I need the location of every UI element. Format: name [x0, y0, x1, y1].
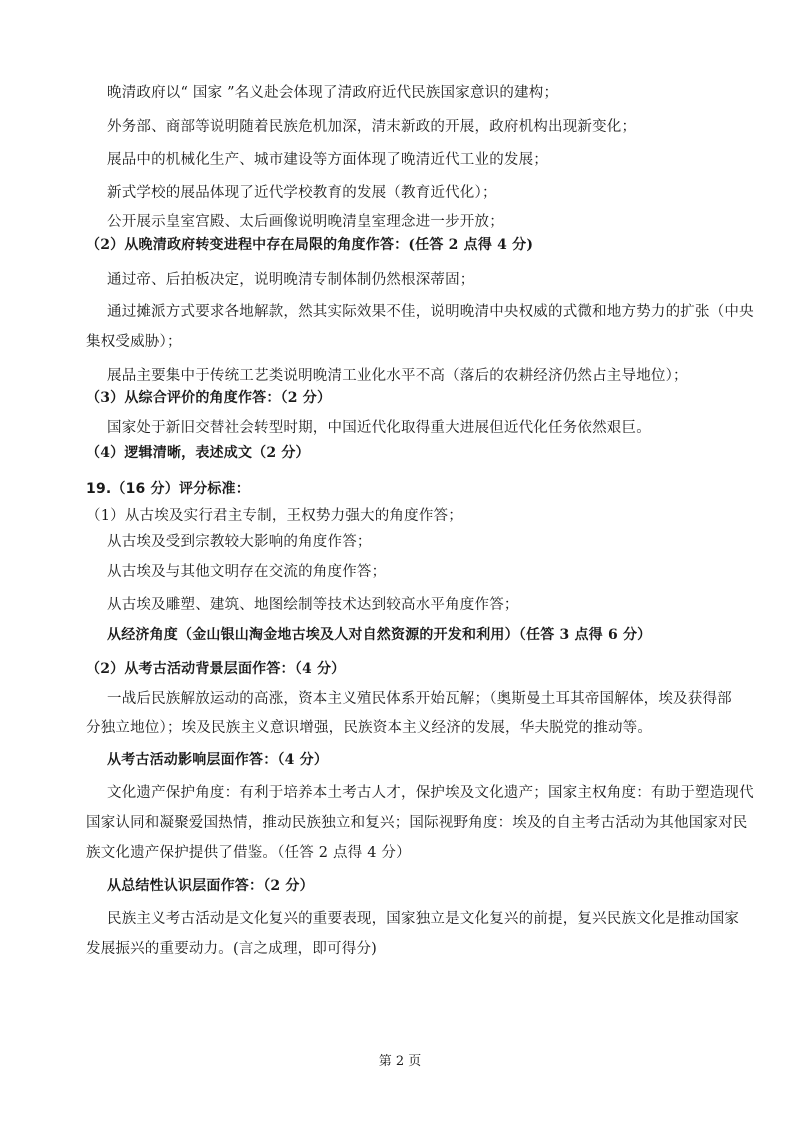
answer-line-4: 新式学校的展品体现了近代学校教育的发展（教育近代化）；: [107, 185, 497, 201]
q19-line-3: 从古埃及与其他文明存在交流的角度作答；: [107, 564, 387, 580]
q19-sub-heading-2: （2）从考古活动背景层面作答：（4 分）: [86, 661, 346, 677]
q19-sub-heading-4: 从总结性认识层面作答：（2 分）: [107, 878, 314, 894]
q19-line-8-cont: 发展振兴的重要动力。(言之成理，即可得分): [86, 941, 378, 957]
sub-heading-4: （4）逻辑清晰，表述成文（2 分）: [86, 445, 310, 461]
answer-line-3: 展品中的机械化生产、城市建设等方面体现了晚清近代工业的发展；: [107, 152, 548, 168]
q19-line-8: 民族主义考古活动是文化复兴的重要表现，国家独立是文化复兴的前提，复兴民族文化是推动国家: [107, 911, 740, 927]
q19-line-4: 从古埃及雕塑、建筑、地图绘制等技术达到较高水平角度作答；: [107, 597, 519, 613]
page-number: 第 2 页: [378, 1054, 422, 1069]
q19-line-1: （1）从古埃及实行君主专制，王权势力强大的角度作答；: [86, 508, 463, 524]
question-19-heading: 19.（16 分）评分标准：: [86, 481, 250, 497]
q19-line-6: 一战后民族解放运动的高涨，资本主义殖民体系开始瓦解；（奥斯曼土耳其帝国解体，埃及获得部: [107, 691, 732, 707]
answer-line-7: 通过摊派方式要求各地解款，然其实际效果不佳，说明晚清中央权威的式微和地方势力的扩张（中央: [107, 304, 754, 320]
q19-line-5: 从经济角度（金山银山淘金地古埃及人对自然资源的开发和利用）（任答 3 点得 6 分）: [107, 627, 652, 643]
answer-line-2: 外务部、商部等说明随着民族危机加深，清末新政的开展，政府机构出现新变化；: [107, 119, 637, 135]
sub-heading-2: （2）从晚清政府转变进程中存在局限的角度作答：(任答 2 点得 4 分): [86, 237, 534, 253]
sub-heading-3: （3）从综合评价的角度作答：（2 分）: [86, 390, 332, 406]
q19-line-7: 文化遗产保护角度：有利于培养本土考古人才，保护埃及文化遗产；国家主权角度：有助于塑造现代: [107, 785, 754, 801]
answer-line-9: 国家处于新旧交替社会转型时期，中国近代化取得重大进展但近代化任务依然艰巨。: [107, 420, 651, 436]
answer-line-8: 展品主要集中于传统工艺类说明晚清工业化水平不高（落后的农耕经济仍然占主导地位）；: [107, 368, 688, 384]
q19-line-6-cont: 分独立地位）；埃及民族主义意识增强，民族资本主义经济的发展，华夫脱党的推动等。: [86, 720, 653, 736]
q19-line-2: 从古埃及受到宗教较大影响的角度作答；: [107, 534, 372, 550]
q19-line-7-cont-1: 国家认同和凝聚爱国热情，推动民族独立和复兴；国际视野角度：埃及的自主考古活动为其他国家对民: [86, 815, 748, 831]
q19-sub-heading-3: 从考古活动影响层面作答：（4 分）: [107, 752, 329, 768]
answer-line-6: 通过帝、后拍板决定，说明晚清专制体制仍然根深蒂固；: [107, 272, 475, 288]
q19-line-7-cont-2: 族文化遗产保护提供了借鉴。（任答 2 点得 4 分）: [86, 845, 411, 861]
answer-line-5: 公开展示皇室宫殿、太后画像说明晚清皇室理念进一步开放；: [107, 214, 504, 230]
answer-line-1: 晚清政府以“ 国家 ”名义赴会体现了清政府近代民族国家意识的建构；: [107, 85, 559, 101]
answer-line-7-cont: 集权受威胁）；: [86, 334, 182, 350]
